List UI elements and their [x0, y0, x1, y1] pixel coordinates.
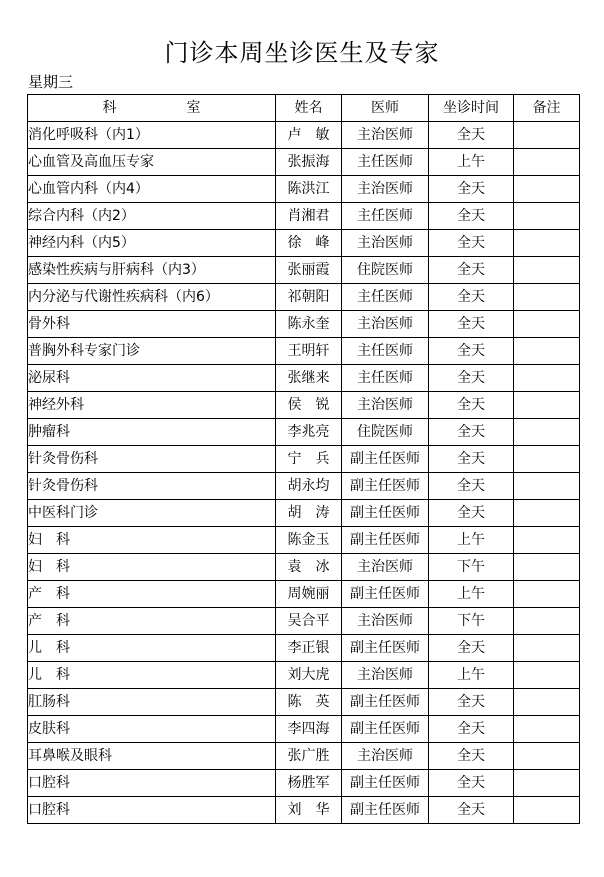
clinic-time-cell: 全天 [429, 176, 514, 203]
header-name: 姓名 [276, 95, 342, 122]
department-cell: 肿瘤科 [28, 419, 276, 446]
table-header-row [28, 95, 580, 122]
doctor-title-cell: 副主任医师 [342, 500, 429, 527]
clinic-time-cell: 全天 [429, 419, 514, 446]
department-cell: 耳鼻喉及眼科 [28, 743, 276, 770]
doctor-name-cell: 李四海 [276, 716, 342, 743]
note-cell [514, 689, 580, 716]
doctor-title-cell: 主任医师 [342, 284, 429, 311]
note-cell [514, 716, 580, 743]
clinic-time-cell: 全天 [429, 797, 514, 824]
note-cell [514, 122, 580, 149]
department-cell: 消化呼吸科（内1） [28, 122, 276, 149]
table-row [28, 230, 580, 257]
clinic-time-cell: 上午 [429, 149, 514, 176]
weekday-label: 星期三 [28, 73, 74, 91]
note-cell [514, 311, 580, 338]
doctor-name-cell: 祁朝阳 [276, 284, 342, 311]
doctor-name-cell: 卢 敏 [276, 122, 342, 149]
department-cell: 神经外科 [28, 392, 276, 419]
department-cell: 产 科 [28, 608, 276, 635]
note-cell [514, 257, 580, 284]
doctor-title-cell: 主任医师 [342, 338, 429, 365]
clinic-time-cell: 全天 [429, 446, 514, 473]
header-department [28, 95, 276, 122]
doctor-title-cell: 主任医师 [342, 365, 429, 392]
department-cell: 神经内科（内5） [28, 230, 276, 257]
clinic-time-cell: 全天 [429, 365, 514, 392]
doctor-name-cell: 宁 兵 [276, 446, 342, 473]
note-cell [514, 392, 580, 419]
note-cell [514, 284, 580, 311]
note-cell [514, 743, 580, 770]
table-row [28, 392, 580, 419]
department-cell: 产 科 [28, 581, 276, 608]
table-row [28, 365, 580, 392]
clinic-time-cell: 全天 [429, 743, 514, 770]
department-cell: 中医科门诊 [28, 500, 276, 527]
clinic-time-cell: 下午 [429, 608, 514, 635]
doctor-title-cell: 主治医师 [342, 554, 429, 581]
department-cell: 儿 科 [28, 635, 276, 662]
department-cell: 内分泌与代谢性疾病科（内6） [28, 284, 276, 311]
doctor-name-cell: 李正银 [276, 635, 342, 662]
department-cell: 妇 科 [28, 554, 276, 581]
table-row [28, 473, 580, 500]
doctor-title-cell: 副主任医师 [342, 716, 429, 743]
doctor-name-cell: 吴合平 [276, 608, 342, 635]
clinic-time-cell: 全天 [429, 473, 514, 500]
header-department-part2: 室 [186, 100, 201, 116]
doctor-name-cell: 徐 峰 [276, 230, 342, 257]
doctor-title-cell: 副主任医师 [342, 689, 429, 716]
header-title: 医师 [342, 95, 429, 122]
department-cell: 感染性疾病与肝病科（内3） [28, 257, 276, 284]
doctor-name-cell: 侯 锐 [276, 392, 342, 419]
clinic-time-cell: 全天 [429, 500, 514, 527]
clinic-time-cell: 全天 [429, 230, 514, 257]
doctor-name-cell: 王明轩 [276, 338, 342, 365]
note-cell [514, 635, 580, 662]
doctor-title-cell: 副主任医师 [342, 527, 429, 554]
clinic-time-cell: 全天 [429, 689, 514, 716]
page-title: 门诊本周坐诊医生及专家 [164, 39, 440, 67]
note-cell [514, 446, 580, 473]
department-cell: 口腔科 [28, 797, 276, 824]
clinic-time-cell: 上午 [429, 527, 514, 554]
clinic-time-cell: 全天 [429, 257, 514, 284]
doctor-title-cell: 主治医师 [342, 230, 429, 257]
doctor-title-cell: 主治医师 [342, 662, 429, 689]
table-row [28, 284, 580, 311]
table-row [28, 419, 580, 446]
clinic-time-cell: 全天 [429, 392, 514, 419]
doctor-title-cell: 主治医师 [342, 176, 429, 203]
department-cell: 普胸外科专家门诊 [28, 338, 276, 365]
note-cell [514, 527, 580, 554]
doctor-name-cell: 张继来 [276, 365, 342, 392]
note-cell [514, 581, 580, 608]
doctor-name-cell: 肖湘君 [276, 203, 342, 230]
clinic-time-cell: 上午 [429, 581, 514, 608]
note-cell [514, 500, 580, 527]
doctor-title-cell: 主治医师 [342, 743, 429, 770]
doctor-title-cell: 主任医师 [342, 149, 429, 176]
table-row [28, 149, 580, 176]
department-cell: 妇 科 [28, 527, 276, 554]
note-cell [514, 365, 580, 392]
table-row [28, 446, 580, 473]
note-cell [514, 176, 580, 203]
doctor-title-cell: 副主任医师 [342, 770, 429, 797]
note-cell [514, 554, 580, 581]
department-cell: 心血管及高血压专家 [28, 149, 276, 176]
department-cell: 针灸骨伤科 [28, 473, 276, 500]
clinic-time-cell: 下午 [429, 554, 514, 581]
department-cell: 骨外科 [28, 311, 276, 338]
clinic-time-cell: 全天 [429, 770, 514, 797]
doctor-title-cell: 主治医师 [342, 122, 429, 149]
doctor-title-cell: 副主任医师 [342, 473, 429, 500]
doctor-name-cell: 陈洪江 [276, 176, 342, 203]
department-cell: 口腔科 [28, 770, 276, 797]
doctor-name-cell: 张广胜 [276, 743, 342, 770]
doctor-title-cell: 住院医师 [342, 419, 429, 446]
table-row [28, 635, 580, 662]
doctor-title-cell: 主任医师 [342, 203, 429, 230]
table-row [28, 176, 580, 203]
clinic-time-cell: 全天 [429, 716, 514, 743]
doctor-name-cell: 张振海 [276, 149, 342, 176]
clinic-time-cell: 全天 [429, 284, 514, 311]
doctor-title-cell: 主治医师 [342, 311, 429, 338]
clinic-time-cell: 上午 [429, 662, 514, 689]
table-row [28, 122, 580, 149]
department-cell: 儿 科 [28, 662, 276, 689]
department-cell: 泌尿科 [28, 365, 276, 392]
table-row [28, 203, 580, 230]
doctor-title-cell: 主治医师 [342, 608, 429, 635]
doctor-name-cell: 李兆亮 [276, 419, 342, 446]
doctor-name-cell: 陈金玉 [276, 527, 342, 554]
doctor-title-cell: 副主任医师 [342, 446, 429, 473]
doctor-name-cell: 胡永均 [276, 473, 342, 500]
table-row [28, 743, 580, 770]
doctor-name-cell: 周婉丽 [276, 581, 342, 608]
doctor-name-cell: 刘大虎 [276, 662, 342, 689]
doctor-title-cell: 住院医师 [342, 257, 429, 284]
note-cell [514, 203, 580, 230]
table-row [28, 311, 580, 338]
table-row [28, 338, 580, 365]
department-cell: 心血管内科（内4） [28, 176, 276, 203]
table-row [28, 500, 580, 527]
table-body [28, 122, 580, 824]
clinic-time-cell: 全天 [429, 203, 514, 230]
table-row [28, 770, 580, 797]
note-cell [514, 608, 580, 635]
header-department-part1: 科 [102, 100, 117, 116]
doctor-name-cell: 张丽霞 [276, 257, 342, 284]
note-cell [514, 797, 580, 824]
note-cell [514, 770, 580, 797]
clinic-time-cell: 全天 [429, 122, 514, 149]
doctor-name-cell: 刘 华 [276, 797, 342, 824]
doctor-name-cell: 袁 冰 [276, 554, 342, 581]
table-row [28, 554, 580, 581]
doctor-title-cell: 副主任医师 [342, 581, 429, 608]
table-row [28, 257, 580, 284]
clinic-time-cell: 全天 [429, 338, 514, 365]
table-row [28, 527, 580, 554]
doctor-name-cell: 陈 英 [276, 689, 342, 716]
schedule-table [27, 94, 580, 824]
table-row [28, 581, 580, 608]
clinic-time-cell: 全天 [429, 635, 514, 662]
header-time: 坐诊时间 [429, 95, 514, 122]
department-cell: 针灸骨伤科 [28, 446, 276, 473]
note-cell [514, 662, 580, 689]
note-cell [514, 419, 580, 446]
doctor-title-cell: 副主任医师 [342, 635, 429, 662]
department-cell: 肛肠科 [28, 689, 276, 716]
note-cell [514, 473, 580, 500]
table-row [28, 608, 580, 635]
doctor-name-cell: 陈永奎 [276, 311, 342, 338]
doctor-title-cell: 主治医师 [342, 392, 429, 419]
table-row [28, 689, 580, 716]
department-cell: 综合内科（内2） [28, 203, 276, 230]
doctor-title-cell: 副主任医师 [342, 797, 429, 824]
department-cell: 皮肤科 [28, 716, 276, 743]
clinic-time-cell: 全天 [429, 311, 514, 338]
doctor-name-cell: 杨胜军 [276, 770, 342, 797]
note-cell [514, 149, 580, 176]
table-row [28, 716, 580, 743]
header-note: 备注 [514, 95, 580, 122]
table-row [28, 797, 580, 824]
table-row [28, 662, 580, 689]
doctor-name-cell: 胡 涛 [276, 500, 342, 527]
note-cell [514, 338, 580, 365]
note-cell [514, 230, 580, 257]
